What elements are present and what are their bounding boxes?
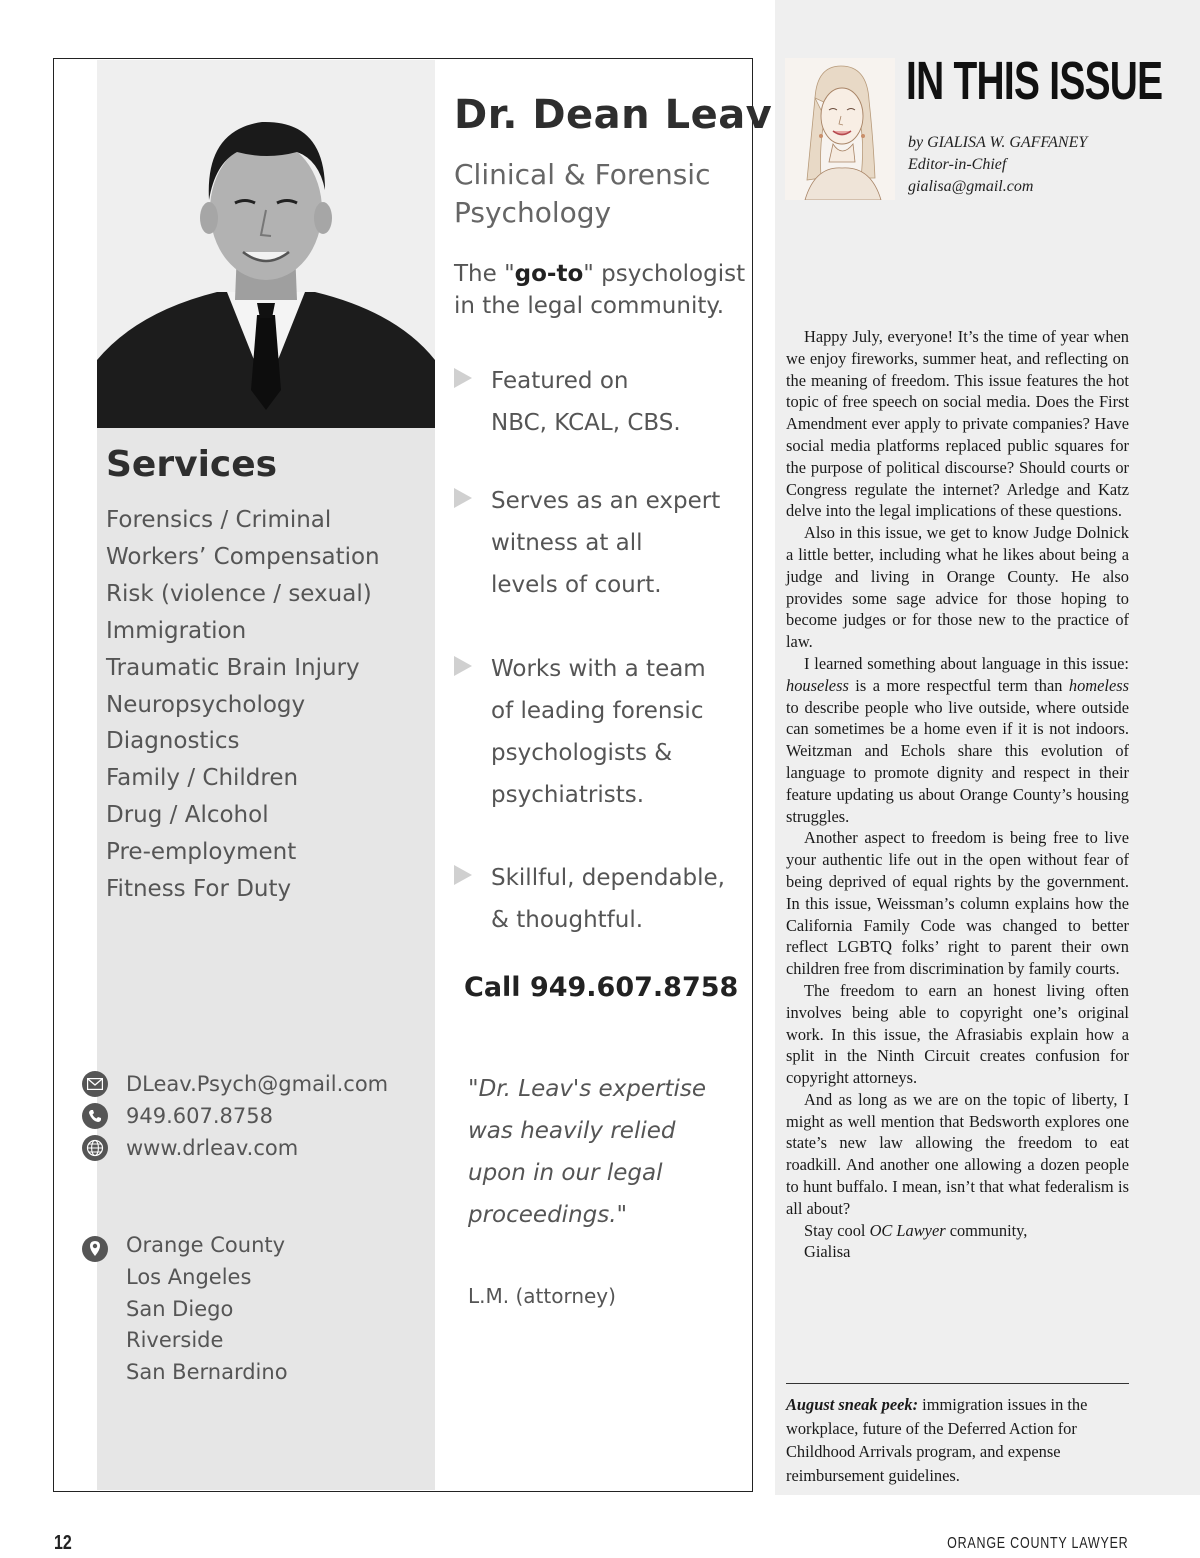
service-item: Fitness For Duty xyxy=(106,876,292,903)
service-item: Workers’ Compensation xyxy=(106,543,380,570)
globe-icon xyxy=(82,1135,108,1161)
arrow-icon xyxy=(454,865,472,885)
publication-name: ORANGE COUNTY LAWYER xyxy=(946,1535,1128,1552)
contact-phone-row[interactable] xyxy=(82,1101,273,1131)
editor-role: Editor-in-Chief xyxy=(908,156,1007,173)
editorial-paragraph: Also in this issue, we get to know Judge Dolnick a little better, including what he likes about being a judge and living in Orange County. He also provides some sage advice for those hoping to become judges or for those new to the practice of law. xyxy=(786,523,1129,652)
sneak-peek: August sneak peek: immigration issues in the workplace, future of the Deferred Action for Childhood Arrivals program, and expense reimbursement guidelines. xyxy=(786,1395,1088,1485)
editorial-paragraph: I learned something about language in this issue: houseless is a more respectful term than homeless to describe people who live outside, where outside can sometimes be a home even if it is not indoors. Weitzman and Echols share this evolution of language to promote dignity and respect in their feature updating us about Orange County’s housing struggles. xyxy=(786,653,1129,826)
editorial-paragraph: Happy July, everyone! It’s the time of year when we enjoy fireworks, summer heat, and reflecting on the meaning of freedom. This issue features the hot topic of free speech on social media. Does the First Amendment ever apply to private companies? Have social media platforms replaced public squares for the purpose of political discourse? Should courts or Congress regulate the internet? Arledge and Katz delve into the legal implications of these questions. xyxy=(786,327,1129,521)
doctor-tagline: The "go-to" psychologist in the legal community. xyxy=(454,261,746,319)
phone-icon xyxy=(82,1103,108,1129)
editorial-paragraph: Another aspect to freedom is being free to live your authentic life out in the open without fear of being deprived of equal rights by the government. In this issue, Weissman’s column explains how the California Family Code was changed to better reflect LGBTQ folks’ right to parent their own children free from discrimination by family courts. xyxy=(786,828,1129,979)
editor-byline xyxy=(908,132,1133,198)
contact-phone[interactable]: 949.607.8758 xyxy=(126,1104,273,1128)
arrow-icon xyxy=(454,656,472,676)
location-item: San Diego xyxy=(126,1296,234,1321)
service-item: Family / Children xyxy=(106,765,299,792)
service-item: Forensics / Criminal xyxy=(106,507,332,533)
editorial-body xyxy=(786,326,1129,1263)
page-number: 12 xyxy=(54,1532,72,1554)
services-heading: Services xyxy=(106,444,278,485)
contact-web-row[interactable] xyxy=(82,1133,298,1163)
location-pin-icon xyxy=(82,1236,108,1266)
email-icon xyxy=(82,1071,108,1097)
editorial-paragraph: And as long as we are on the topic of liberty, I might as well mention that Bedsworth explores one state’s new law allowing the freedom to eat roadkill. And another one allowing a dozen people to hunt buffalo. I mean, isn’t that what federalism is all about? xyxy=(786,1089,1129,1218)
testimonial-attribution: L.M. (attorney) xyxy=(468,1284,616,1308)
location-item: San Bernardino xyxy=(126,1360,288,1385)
feature-bullet: Featured on NBC, KCAL, CBS. xyxy=(454,360,744,444)
service-item: Pre-employment xyxy=(106,839,297,866)
editor-portrait-sketch xyxy=(785,58,895,200)
contact-website[interactable]: www.drleav.com xyxy=(126,1136,299,1160)
feature-bullet: Serves as an expert witness at all levels of court. xyxy=(454,480,744,606)
service-item: Immigration xyxy=(106,617,247,644)
service-item: Traumatic Brain Injury xyxy=(106,654,360,681)
service-item: Diagnostics xyxy=(106,728,240,755)
doctor-specialty: Clinical & Forensic Psychology xyxy=(454,158,711,229)
location-item: Riverside xyxy=(126,1328,224,1353)
location-item: Orange County xyxy=(126,1233,286,1257)
doctor-headshot xyxy=(97,60,435,428)
contact-email[interactable]: DLeav.Psych@gmail.com xyxy=(126,1072,389,1096)
service-item: Drug / Alcohol xyxy=(106,802,269,829)
feature-bullet: Skillful, dependable, & thoughtful. xyxy=(454,857,744,941)
testimonial-quote: "Dr. Leav's expertise was heavily relied upon in our legal proceedings." xyxy=(468,1076,707,1228)
location-item: Los Angeles xyxy=(126,1264,252,1289)
issue-title: IN THIS ISSUE xyxy=(906,51,1163,111)
editor-email[interactable]: gialisa@gmail.com xyxy=(908,178,1034,195)
divider xyxy=(786,1383,1129,1384)
locations-list xyxy=(126,1230,288,1389)
feature-bullet: Works with a team of leading forensic psychologists & psychiatrists. xyxy=(454,648,744,816)
service-item: Neuropsychology xyxy=(106,691,306,718)
services-list xyxy=(106,502,380,908)
editor-name: by GIALISA W. GAFFANEY xyxy=(908,134,1088,151)
editorial-paragraph: The freedom to earn an honest living often involves being able to copyright one’s original work. In this issue, the Afrasiabis explain how a split in the Ninth Circuit creates confusion for copyright attorneys. xyxy=(786,980,1129,1088)
call-phone[interactable]: Call 949.607.8758 xyxy=(464,972,739,1003)
contact-email-row[interactable] xyxy=(82,1069,388,1099)
editorial-signature: Gialisa xyxy=(804,1242,851,1262)
arrow-icon xyxy=(454,368,472,388)
service-item: Risk (violence / sexual) xyxy=(106,580,372,607)
doctor-name: Dr. Dean Leav xyxy=(454,92,773,138)
editorial-signoff: Stay cool OC Lawyer community, xyxy=(804,1220,1028,1240)
arrow-icon xyxy=(454,488,472,508)
